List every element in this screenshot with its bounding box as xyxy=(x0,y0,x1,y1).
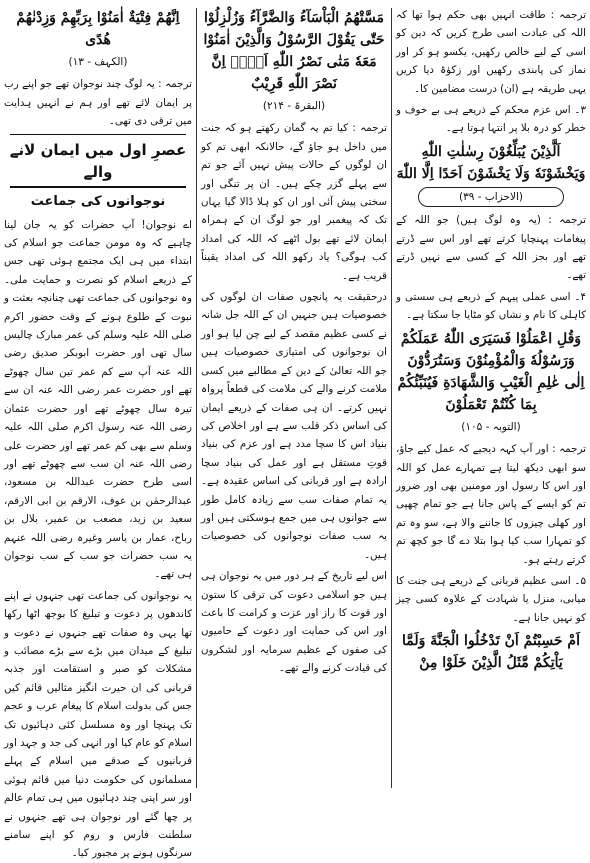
body-paragraph: اے نوجوان! آپ حضرات کو یہ جان لینا چاہیے کہ وہ مومن جماعت جو اسلام کی ابتداء میں ہی ایک مجتمع ہوئی تھی جس کے ذریعے اسلام کو نصرت و حمایت ملی۔ وہ نوجوانوں کی جماعت تھی چنانچہ بعثت و نبوت کے طلوع ہونے کے وقت حضور اکرم صلی اللہ علیہ وسلم کی عمر مبارک چالیس سال تھی اور حضرت ابوبکر صدیق رضی اللہ عنہ آپ سے کم عمر تین سال چھوٹے تھے اور حضرت عمر رضی اللہ عنہ ان سے تیرہ سال چھوٹے تھے اور حضرت عثمان رضی اللہ عنہ رسول اکرم صلی اللہ علیہ وسلم سے بھی کم عمر تھے اور حضرت علی رضی اللہ عنہ ان سب سے چھوٹے تھے اور اسی طرح حضرت عبداللہ بن مسعود، عبدالرحمٰن بن عوف، الارقم بن ابی الارقم، سعید بن زید، مصعب بن عمیر، بلال بن رباح، عمار بن یاسر وغیرہ رضی اللہ عنہم یہ سب حضرات جو سب کے سب نوجوان ہی تھے۔ xyxy=(4,218,192,581)
point-paragraph: ۳۔ اس عزم محکم کے ذریعے ہی بے خوف و خطر کو درہ بلا پر انتہا ہوتا ہے۔ xyxy=(396,104,586,135)
quran-verse: وَقُلِ اعْمَلُوْا فَسَیَرَى اللّٰهُ عَمَلَكُمْ وَرَسُوْلُهٗ وَالْمُؤْمِنُوْنَ وَسَتُرَدُّوْنَ اِلٰى عٰلِمِ الْغَیْبِ وَالشَّهَادَةِ فَیُنَبِّئُكُمْ بِمَا كُنْتُمْ تَعْمَلُوْنَ xyxy=(397,330,585,413)
quran-verse: مَسَّتْهُمُ الْبَاْسَآءُ وَالضَّرَّآءُ وَزُلْزِلُوْا حَتّٰى یَقُوْلَ الرَّسُوْلُ وَالَّذِیْنَ اٰمَنُوْا مَعَهٗ مَتٰى نَصْرُ اللّٰهِ اَلَاۤ اِنَّ نَصْرَ اللّٰهِ قَرِیْبٌ xyxy=(203,10,385,92)
point-paragraph: ۴۔ اسی عملی پیہم کے ذریعے ہی سستی و کاہلی کا نام و نشاں کو مٹایا جا سکتا ہے۔ xyxy=(396,290,586,322)
body-paragraph: اس لیے تاریخ کے ہر دور میں یہ نوجوان ہی ہیں جو اسلامی دعوت کی ترقی کا ستون اور قوت کا راز اور عزت و کرامت کا باعث اور اس کی حمایت اور دعوت کے حامیوں کی صفوں کے عظیم سرمایہ اور لشکروں کی قیادت کرنے والے تھے۔ xyxy=(201,570,387,675)
point-paragraph: ۵۔ اسی عظیم قربانی کے ذریعے ہی جنت کا میابی، منزل یا شہادت کے علاوہ کسی چیز کو نہیں جانا ہے۔ xyxy=(396,574,586,624)
section-rule xyxy=(10,186,186,188)
translation-paragraph: ترجمہ : (یہ وہ لوگ ہیں) جو اللہ کے پیغامات پہنچایا کرتے تھے اور اس سے ڈرتے تھے اور بجز اللہ کے کسی سے نہیں ڈرتے تھے۔ xyxy=(396,214,586,282)
verse-reference: (الاحزاب - ۳۹) xyxy=(418,187,564,207)
left-column xyxy=(4,6,192,860)
quran-verse: اِنَّهُمْ فِتْیَةٌ اٰمَنُوْا بِرَبِّهِمْ وَزِدْنٰهُمْ هُدًى xyxy=(16,10,180,48)
verse-reference: (الکہف - ۱۳) xyxy=(68,56,128,68)
translation-paragraph: ترجمہ : اور آپ کہہ دیجیے کہ عمل کیے جاؤ، سو ابھی دیکھ لیتا ہے تمہارے عمل کو اللہ اور اس کا رسول اور مومنین بھی اور ضرور تم کو ایسے کے پاس جانا ہے جو تمام چھپی اور کھلی چیزوں کا جاننے والا ہے، سو وہ تم کو تمہارا سب کیا ہوا بتلا دے گا جو کچھ تم کرتے رہتے ہو۔ xyxy=(396,443,586,566)
quran-verse: اَلَّذِیْنَ یُبَلِّغُوْنَ رِسٰلٰتِ اللّٰهِ وَیَخْشَوْنَهٗ وَلَا یَخْشَوْنَ اَحَدًا اِلَّا اللّٰهَ xyxy=(396,143,586,182)
right-column xyxy=(396,6,586,790)
column-divider xyxy=(391,8,392,788)
verse-reference: (البقرۃ - ۲۱۴) xyxy=(262,100,326,112)
section-heading: عصرِ اول میں ایمان لانے والے xyxy=(9,140,187,181)
translation-paragraph: ترجمہ : کیا تم یہ گمان رکھتے ہو کہ جنت میں داخل ہو جاؤ گے، حالانکہ ابھی تم کو ان لوگوں کے حالات پیش نہیں آئے جو تم سے پہلے گزر چکے ہیں۔ ان پر تنگی اور سختی پیش آئی اور ان کو ہلا ڈالا گیا یہاں تک کہ پیغمبر اور جو لوگ ان کے ہمراہ ایمان لائے تھے بول اٹھے کہ اللہ کی امداد کب ہوگی؟ یاد رکھو اللہ کی امداد یقیناً قریب ہے۔ xyxy=(201,122,387,282)
column-divider xyxy=(196,8,197,788)
body-paragraph: درحقیقت یہ پانچوں صفات ان لوگوں کی خصوصیات ہیں جنہیں ان کے اللہ جل شانہ نے کسی عظیم مقصد کے لیے چن لیا ہو اور ان نوجوانوں کی امتیازی خصوصیات ہیں جو اللہ تعالیٰ کے دین کے مطالبے میں کسی ملامت کرنے والے کی ملامت کی قطعاً پرواہ نہیں کرتے۔ ان ہی صفات کے ذریعے ایمان کی اساس ذکر قلب سے ہے اور اخلاص کی بنیاد اس کا سچا مدد ہے اور عزم کی بنیاد قوتِ مستقل ہے اور عمل کی بنیاد سچا ارادہ ہے اور قربانی کی اساس عقیدہ ہے۔ یہ تمام صفات سب سے زیادہ کامل طور سے جوانوں ہی میں جمع ہوسکتی ہیں اور یہ سب صفات نوجوانوں کی خصوصیات ہیں۔ xyxy=(201,291,387,561)
section-rule xyxy=(10,134,186,135)
body-paragraph: یہ نوجوانوں کی جماعت تھی جنہوں نے اپنے کاندھوں پر دعوت و تبلیغ کا بوجھ اٹھا رکھا تھا یہی وہ صفات تھے جنہوں نے دعوت و تبلیغ کے میدان میں بڑے سے بڑے مصائب و مشکلات کو صبر و استقامت اور جذبہ قربانی کی ان حیرت انگیز مثالیں قائم کیں جس کی بدولت اسلام کا پیغام عرب و عجم تک پہنچا اور وہ مسلسل کئی دہائیوں تک اسلام کو عام کیا اور انہی کی جد و جہد اور قربانیوں کے صدقے میں اسلام کے پہلے مسلمانوں کی حکومت دنیا میں قائم ہوئی اور سر اپنی چند دہائیوں میں ہی تمام عالم پر چھا گئے اور نوجوان ہی تھے جنہوں نے سلطنت فارس و روم کو اپنے سامنے سرنگوں ہونے پر مجبور کیا۔ xyxy=(4,589,192,860)
translation-paragraph: ترجمہ : طاقت انہیں بھی حکم ہوا تھا کہ اللہ کی عبادت اسی طرح کریں کہ دین کو اسی کے لیے خالص رکھیں، یکسو ہو کر اور نماز کی پابندی رکھیں اور زکوٰۃ دیا کریں یہی طریقہ ہے (ان) درست مضامین کا۔ xyxy=(396,9,586,95)
quran-verse: اَمْ حَسِبْتُمْ اَنْ تَدْخُلُوا الْجَنَّةَ وَلَمَّا یَاْتِكُمْ مَّثَلُ الَّذِیْنَ خَلَوْا مِنْ xyxy=(402,633,580,672)
verse-reference: (التوبہ - ۱۰۵) xyxy=(461,420,521,433)
section-subheading: نوجوانوں کی جماعت xyxy=(30,193,166,209)
translation-paragraph: ترجمہ : یہ لوگ چند نوجوان تھے جو اپنے رب پر ایمان لائے تھے اور ہم نے انہیں ہدایت میں ترقی دی تھی۔ xyxy=(4,78,192,128)
middle-column xyxy=(201,6,387,790)
